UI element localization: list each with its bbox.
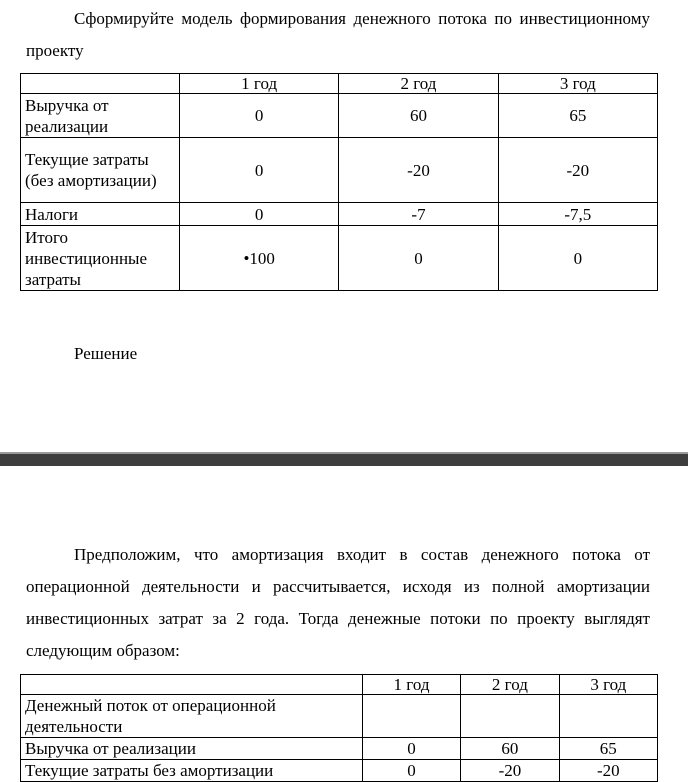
row-label: Текущие затраты без амортизации <box>21 760 363 782</box>
task-text: Сформируйте модель формирования денежного потока по инвестиционному проекту <box>26 9 650 60</box>
cell-value: -20 <box>461 760 559 782</box>
cell-value: 0 <box>180 94 339 138</box>
table-header-row <box>21 675 658 695</box>
table-row <box>21 760 658 782</box>
cell-value: -7 <box>339 203 498 226</box>
cell-value: 60 <box>339 94 498 138</box>
header-cell: 1 год <box>180 74 339 94</box>
table-row <box>21 695 658 738</box>
cell-value: 65 <box>498 94 657 138</box>
table-row <box>21 738 658 760</box>
row-label: Итого инвестиционные затраты <box>21 226 180 291</box>
cell-value: 0 <box>362 760 460 782</box>
cell-value: 0 <box>339 226 498 291</box>
row-label: Выручка от реализации <box>21 738 363 760</box>
header-cell: 3 год <box>559 675 657 695</box>
cell-value: -7,5 <box>498 203 657 226</box>
header-cell <box>21 74 180 94</box>
cell-value: 60 <box>461 738 559 760</box>
row-label: Налоги <box>21 203 180 226</box>
table-row <box>21 226 658 291</box>
cell-value <box>461 695 559 738</box>
cell-value: -20 <box>559 760 657 782</box>
table-row <box>21 203 658 226</box>
cell-value: -20 <box>339 138 498 203</box>
cell-value: •100 <box>180 226 339 291</box>
page-separator <box>0 452 688 466</box>
cell-value: 0 <box>180 138 339 203</box>
row-label: Денежный поток от операционной деятельности <box>21 695 363 738</box>
task-paragraph <box>26 3 650 67</box>
header-cell <box>21 675 363 695</box>
input-data-table <box>20 73 658 291</box>
cash-flow-table <box>20 674 658 782</box>
cell-value: 0 <box>498 226 657 291</box>
solution-text: Предположим, что амортизация входит в состав денежного потока от операционной деятельности и рассчитывается, исходя из полной амортизации инвестиционных затрат за 2 года. Тогда денежные потоки по проекту выглядят следующим образом: <box>26 545 650 660</box>
table-row <box>21 138 658 203</box>
table-header-row <box>21 74 658 94</box>
row-label: Текущие затраты (без амортизации) <box>21 138 180 203</box>
header-cell: 2 год <box>461 675 559 695</box>
header-cell: 2 год <box>339 74 498 94</box>
cell-value <box>362 695 460 738</box>
cell-value <box>559 695 657 738</box>
row-label: Выручка от реализации <box>21 94 180 138</box>
cell-value: 0 <box>180 203 339 226</box>
cell-value: 65 <box>559 738 657 760</box>
solution-heading: Решение <box>74 344 138 363</box>
solution-paragraph <box>26 539 650 667</box>
cell-value: -20 <box>498 138 657 203</box>
header-cell: 1 год <box>362 675 460 695</box>
table-row <box>21 94 658 138</box>
cell-value: 0 <box>362 738 460 760</box>
header-cell: 3 год <box>498 74 657 94</box>
